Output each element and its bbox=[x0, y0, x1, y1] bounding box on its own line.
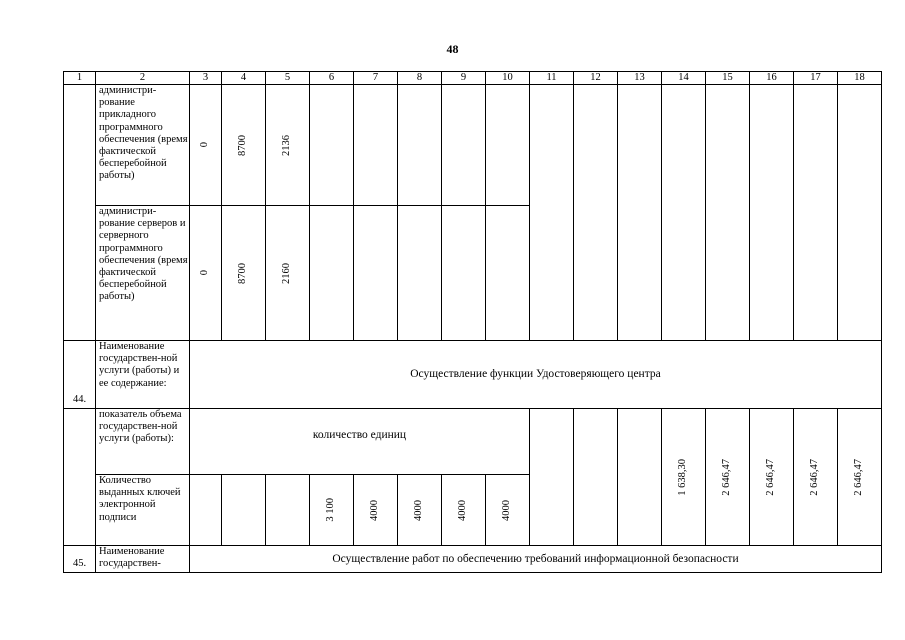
header-cell: 8 bbox=[398, 72, 442, 85]
empty-cell bbox=[64, 409, 96, 546]
table-row bbox=[64, 85, 882, 206]
header-cell: 4 bbox=[222, 72, 266, 85]
cost-col16: 2 646,47 bbox=[765, 458, 777, 496]
value-col5: 2136 bbox=[281, 134, 293, 156]
empty-cell bbox=[442, 85, 486, 206]
empty-cell bbox=[618, 409, 662, 546]
header-cell: 16 bbox=[750, 72, 794, 85]
cost-cell bbox=[794, 409, 838, 546]
value-cell bbox=[222, 206, 266, 341]
cost-cell bbox=[706, 409, 750, 546]
header-cell: 1 bbox=[64, 72, 96, 85]
empty-cell bbox=[530, 409, 574, 546]
empty-cell bbox=[310, 206, 354, 341]
empty-cell bbox=[266, 475, 310, 546]
header-cell: 14 bbox=[662, 72, 706, 85]
header-cell: 10 bbox=[486, 72, 530, 85]
empty-cell bbox=[354, 206, 398, 341]
table-row bbox=[64, 546, 882, 573]
cost-cell bbox=[838, 409, 882, 546]
empty-cell bbox=[190, 475, 222, 546]
value-col8: 4000 bbox=[413, 499, 425, 521]
cost-cell bbox=[750, 409, 794, 546]
value-col9: 4000 bbox=[457, 499, 469, 521]
empty-cell bbox=[310, 85, 354, 206]
value-cell bbox=[266, 206, 310, 341]
empty-cell bbox=[398, 206, 442, 341]
budget-table bbox=[63, 71, 882, 573]
value-cell bbox=[398, 475, 442, 546]
empty-cell bbox=[354, 85, 398, 206]
empty-cell bbox=[442, 206, 486, 341]
value-col7: 4000 bbox=[369, 499, 381, 521]
header-cell: 6 bbox=[310, 72, 354, 85]
value-cell bbox=[190, 85, 222, 206]
indicator-name: показатель объема государствен-ной услуги (работы): bbox=[96, 409, 190, 475]
empty-cell bbox=[530, 85, 574, 341]
units-label: количество единиц bbox=[190, 409, 530, 475]
header-cell: 17 bbox=[794, 72, 838, 85]
indicator-name: администри-рование прикладного программного обеспечения (время фактической бесперебойной работы) bbox=[96, 85, 190, 206]
row-number: 44. bbox=[64, 341, 96, 409]
empty-cell bbox=[750, 85, 794, 341]
table-row bbox=[64, 341, 882, 409]
header-cell: 7 bbox=[354, 72, 398, 85]
value-cell bbox=[222, 85, 266, 206]
empty-cell bbox=[486, 85, 530, 206]
cost-col14: 1 638,30 bbox=[677, 458, 689, 496]
empty-cell bbox=[794, 85, 838, 341]
value-cell bbox=[310, 475, 354, 546]
value-cell bbox=[190, 206, 222, 341]
indicator-name: Наименование государствен- bbox=[96, 546, 190, 573]
header-row bbox=[64, 72, 882, 85]
header-cell: 18 bbox=[838, 72, 882, 85]
empty-cell bbox=[662, 85, 706, 341]
empty-cell bbox=[64, 85, 96, 341]
empty-cell bbox=[398, 85, 442, 206]
indicator-name: Количество выданных ключей электронной подписи bbox=[96, 475, 190, 546]
empty-cell bbox=[838, 85, 882, 341]
value-cell bbox=[442, 475, 486, 546]
value-col4: 8700 bbox=[237, 262, 249, 284]
empty-cell bbox=[618, 85, 662, 341]
empty-cell bbox=[222, 475, 266, 546]
header-cell: 2 bbox=[96, 72, 190, 85]
value-col3: 0 bbox=[199, 142, 211, 148]
header-cell: 15 bbox=[706, 72, 750, 85]
service-content: Осуществление функции Удостоверяющего центра bbox=[190, 341, 882, 409]
value-col4: 8700 bbox=[237, 134, 249, 156]
table-row bbox=[64, 409, 882, 475]
header-cell: 13 bbox=[618, 72, 662, 85]
value-cell bbox=[354, 475, 398, 546]
row-number: 45. bbox=[64, 546, 96, 573]
value-col6: 3 100 bbox=[325, 498, 337, 522]
header-cell: 5 bbox=[266, 72, 310, 85]
value-col10: 4000 bbox=[501, 499, 513, 521]
value-col5: 2160 bbox=[281, 262, 293, 284]
cost-cell bbox=[662, 409, 706, 546]
header-cell: 3 bbox=[190, 72, 222, 85]
empty-cell bbox=[486, 206, 530, 341]
service-content: Осуществление работ по обеспечению требований информационной безопасности bbox=[190, 546, 882, 573]
header-cell: 9 bbox=[442, 72, 486, 85]
empty-cell bbox=[706, 85, 750, 341]
header-cell: 12 bbox=[574, 72, 618, 85]
value-cell bbox=[266, 85, 310, 206]
indicator-name: администри-рование серверов и серверного программного обеспечения (время фактической бесперебойной работы) bbox=[96, 206, 190, 341]
value-cell bbox=[486, 475, 530, 546]
empty-cell bbox=[574, 85, 618, 341]
header-cell: 11 bbox=[530, 72, 574, 85]
indicator-name: Наименование государствен-ной услуги (работы) и ее содержание: bbox=[96, 341, 190, 409]
cost-col18: 2 646,47 bbox=[853, 458, 865, 496]
value-col3: 0 bbox=[199, 270, 211, 276]
cost-col17: 2 646,47 bbox=[809, 458, 821, 496]
cost-col15: 2 646,47 bbox=[721, 458, 733, 496]
page-number: 48 bbox=[446, 42, 459, 56]
empty-cell bbox=[574, 409, 618, 546]
